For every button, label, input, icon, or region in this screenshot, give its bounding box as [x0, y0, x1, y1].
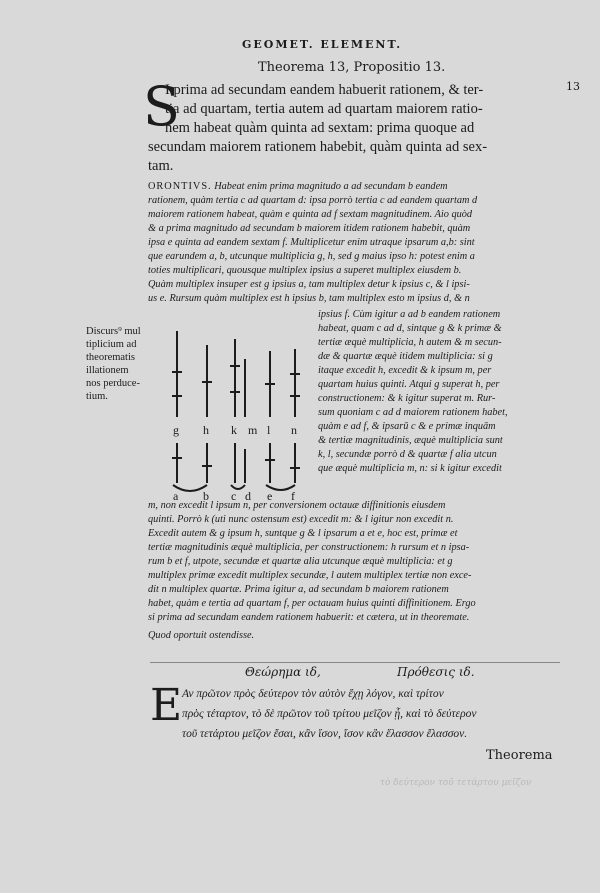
label-n: n [291, 423, 297, 437]
orontius-line: Excedit autem & g ipsum h, suntque g & l ipsarum a et e, hoc est, primæ et [148, 528, 458, 539]
catchword: Theorema [486, 748, 553, 763]
orontius-line: habeat, quam c ad d, sintque g & k primæ & [318, 323, 502, 334]
label-d: d [245, 489, 251, 503]
orontius-line: itaque excedit h, excedit & k ipsum m, per [318, 365, 492, 376]
orontius-line: constructionem: & k igitur superat m. Rur- [318, 393, 496, 404]
greek-line: τοῦ τετάρτου μεῖζον ἔσαι, κἂν ἴσον, ἴσον κἂν ἔλασσον ἔλασσον. [182, 728, 468, 740]
orontius-line: k, l, secundæ porrò d & quartæ f alia utcun [318, 449, 497, 460]
orontius-line: us e. Rursum quàm multiplex est h ipsius b, tam multiplex esto m ipsius d, & n [148, 293, 470, 304]
running-head: GEOMET. ELEMENT. [242, 38, 403, 51]
orontius-closing-line: Quod oportuit ostendisse. [148, 630, 255, 641]
statement-line: I prima ad secundam eandem habuerit rationem, & ter- [165, 82, 484, 98]
label-m: m [248, 423, 258, 437]
orontius-line: tertiæ æquè multiplicia, h autem & m secun- [318, 337, 502, 348]
margin-note: Discurs⁹ mul tiplicium ad theorematis illationem nos perduce- tium. [86, 326, 141, 402]
statement-line: tam. [148, 158, 174, 174]
orontius-line: & tertiæ magnitudinis, æquè multiplicia sunt [318, 435, 503, 446]
orontius-line: rationem, quàm tertia c ad quartam d: ipsa porrò tertia c ad eandem quartam d [148, 195, 478, 206]
orontius-line: quàm e ad f, & ipsarū c & e primæ inquām [318, 421, 496, 432]
orontius-line: sum quoniam c ad d maiorem rationem habet, [318, 407, 508, 418]
orontius-line: & a prima magnitudo ad secundam b maiorem itidem rationem habebit, quàm [148, 223, 471, 234]
orontius-line: Habeat enim prima magnitudo a ad secundam b eandem [214, 181, 448, 192]
orontius-line: multiplex primæ excedit multiplex secundæ, l autem multiplex tertiæ non exce- [148, 570, 472, 581]
orontius-line: dit n multiplex quartæ. Prima igitur a, ad secundam b maiorem rationem [148, 584, 449, 595]
greek-line: πρὸς τέταρτον, τὸ δὲ πρῶτον τοῦ τρίτου μεῖζον ᾖ, καὶ τὸ δεύτερον [182, 708, 477, 720]
orontius-line: que æquè multiplicia m, n: si k igitur excedit [318, 463, 502, 474]
statement-line: nem habeat quàm quinta ad sextam: prima quoque ad [165, 120, 475, 136]
statement-line: tia ad quartam, tertia autem ad quartam maiorem ratio- [165, 101, 483, 117]
orontius-label: ORONTIVS. [148, 181, 212, 192]
orontius-line: habet, quàm e tertia ad quartam f, per octauam huius quinti diffinitionem. Ergo [148, 598, 476, 609]
orontius-first-line [148, 181, 448, 192]
greek-line: Αν πρῶτον πρὸς δεύτερον τὸν αὐτὸν ἔχῃ λόγον, καὶ τρίτον [182, 688, 444, 700]
orontius-line: que earundem a, b, utcunque multiplicia g, h, sed g maius ipso h: potest enim a [148, 251, 475, 262]
multiples-diagram [165, 325, 315, 505]
label-h: h [203, 423, 209, 437]
theorem-title: Theorema 13, Propositio 13. [258, 60, 446, 75]
orontius-line: Quàm multiplex insuper est g ipsius a, tam multiplex detur k ipsius c, & l ipsi- [148, 279, 470, 290]
orontius-line: tertiæ magnitudinis æquè multiplicia, per constructionem: h rursum et n ipsa- [148, 542, 470, 553]
statement-line: secundam maiorem rationem habebit, quàm quinta ad sex- [148, 139, 488, 155]
dropcap-e: E [150, 680, 183, 731]
greek-proposition-heading: Πρόθεσις ιδ. [397, 665, 475, 679]
label-b: b [203, 489, 209, 503]
orontius-line: ipsius f. Cùm igitur a ad b eandem rationem [318, 309, 501, 320]
label-l: l [267, 423, 271, 437]
label-e: e [267, 489, 273, 503]
bleed-through-text: τὸ δεύτερον τοῦ τετάρτου μεῖζον [380, 778, 532, 788]
label-f: f [291, 489, 295, 503]
divider-rule [150, 662, 560, 663]
label-c: c [231, 489, 237, 503]
orontius-line: m, non excedit l ipsum n, per conversionem octauæ diffinitionis eiusdem [148, 500, 446, 511]
orontius-line: rum b et f, utpote, secundæ et quartæ alia utcunque æquè multiplicia: et g [148, 556, 453, 567]
orontius-line: quinti. Porrò k (uti nunc ostensum est) excedit m: & l igitur non excedit n. [148, 514, 454, 525]
label-g: g [173, 423, 179, 437]
orontius-line: ipsa e quinta ad eandem sextam f. Multiplicetur enim utraque ipsarum a,b: sint [148, 237, 475, 248]
orontius-line: toties multiplicari, quousque multiplex ipsius a superet multiplex eiusdem b. [148, 265, 462, 276]
orontius-line: dæ & quartæ æquè itidem multiplicia: si g [318, 351, 493, 362]
page-number: 13 [566, 80, 580, 93]
label-a: a [173, 489, 179, 503]
orontius-line: quartam huius quinti. Atqui g superat h, per [318, 379, 500, 390]
orontius-line: si prima ad secundam eandem rationem habuerit: et cætera, ut in theoremate. [148, 612, 470, 623]
orontius-line: maiorem rationem habeat, quàm e quinta ad f sextam magnitudinem. Aio quòd [148, 209, 473, 220]
dropcap-s: S [143, 75, 180, 138]
greek-theorem-heading: Θεώρημα ιδ, [245, 665, 321, 679]
label-k: k [231, 423, 237, 437]
